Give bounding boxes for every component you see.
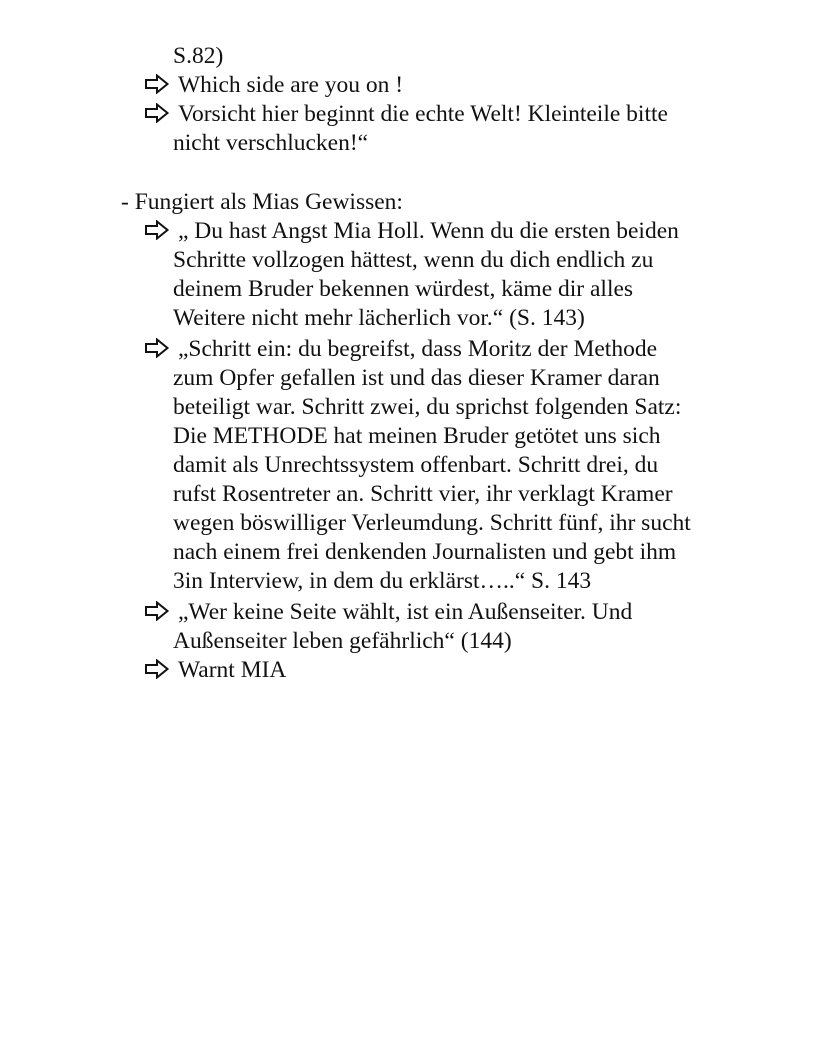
list-item-text: „Schritt ein: du begreifst, dass Moritz der Methode xyxy=(178,336,658,362)
list-item xyxy=(144,335,657,364)
list-item-text: „ Du hast Angst Mia Holl. Wenn du die ersten beiden xyxy=(178,218,679,244)
list-item-continuation: zum Opfer gefallen ist und das dieser Kramer daran xyxy=(173,365,660,391)
continuation-line: S.82) xyxy=(173,43,224,69)
list-item-text: Vorsicht hier beginnt die echte Welt! Kleinteile bitte xyxy=(178,101,668,127)
list-item-continuation: wegen böswilliger Verleumdung. Schritt fünf, ihr sucht xyxy=(173,510,691,536)
list-item-continuation: Weitere nicht mehr lächerlich vor.“ (S. 143) xyxy=(173,305,585,331)
list-item-continuation: nicht verschlucken!“ xyxy=(173,130,369,156)
list-item-continuation: damit als Unrechtssystem offenbart. Schritt drei, du xyxy=(173,452,659,478)
list-item xyxy=(144,598,632,627)
list-item-continuation: Außenseiter leben gefährlich“ (144) xyxy=(173,628,512,654)
list-item xyxy=(144,217,679,246)
arrow-right-icon xyxy=(144,659,170,679)
list-item-text: Warnt MIA xyxy=(178,657,287,683)
list-item-continuation: Schritte vollzogen hättest, wenn du dich endlich zu xyxy=(173,247,654,273)
list-item xyxy=(144,71,403,100)
list-item-continuation: rufst Rosentreter an. Schritt vier, ihr verklagt Kramer xyxy=(173,481,673,507)
list-item-continuation: deinem Bruder bekennen würdest, käme dir alles xyxy=(173,276,634,302)
arrow-right-icon xyxy=(144,601,170,621)
arrow-right-icon xyxy=(144,220,170,240)
list-item-text: „Wer keine Seite wählt, ist ein Außenseiter. Und xyxy=(178,599,633,625)
list-item xyxy=(144,656,286,685)
arrow-right-icon xyxy=(144,338,170,358)
list-item-continuation: beteiligt war. Schritt zwei, du sprichst folgenden Satz: xyxy=(173,394,682,420)
section-heading: - Fungiert als Mias Gewissen: xyxy=(121,189,403,215)
list-item-continuation: 3in Interview, in dem du erklärst…..“ S. 143 xyxy=(173,568,592,594)
list-item xyxy=(144,100,668,129)
list-item-continuation: Die METHODE hat meinen Bruder getötet uns sich xyxy=(173,423,661,449)
list-item-text: Which side are you on ! xyxy=(178,72,404,98)
list-item-continuation: nach einem frei denkenden Journalisten und gebt ihm xyxy=(173,539,677,565)
arrow-right-icon xyxy=(144,103,170,123)
arrow-right-icon xyxy=(144,74,170,94)
